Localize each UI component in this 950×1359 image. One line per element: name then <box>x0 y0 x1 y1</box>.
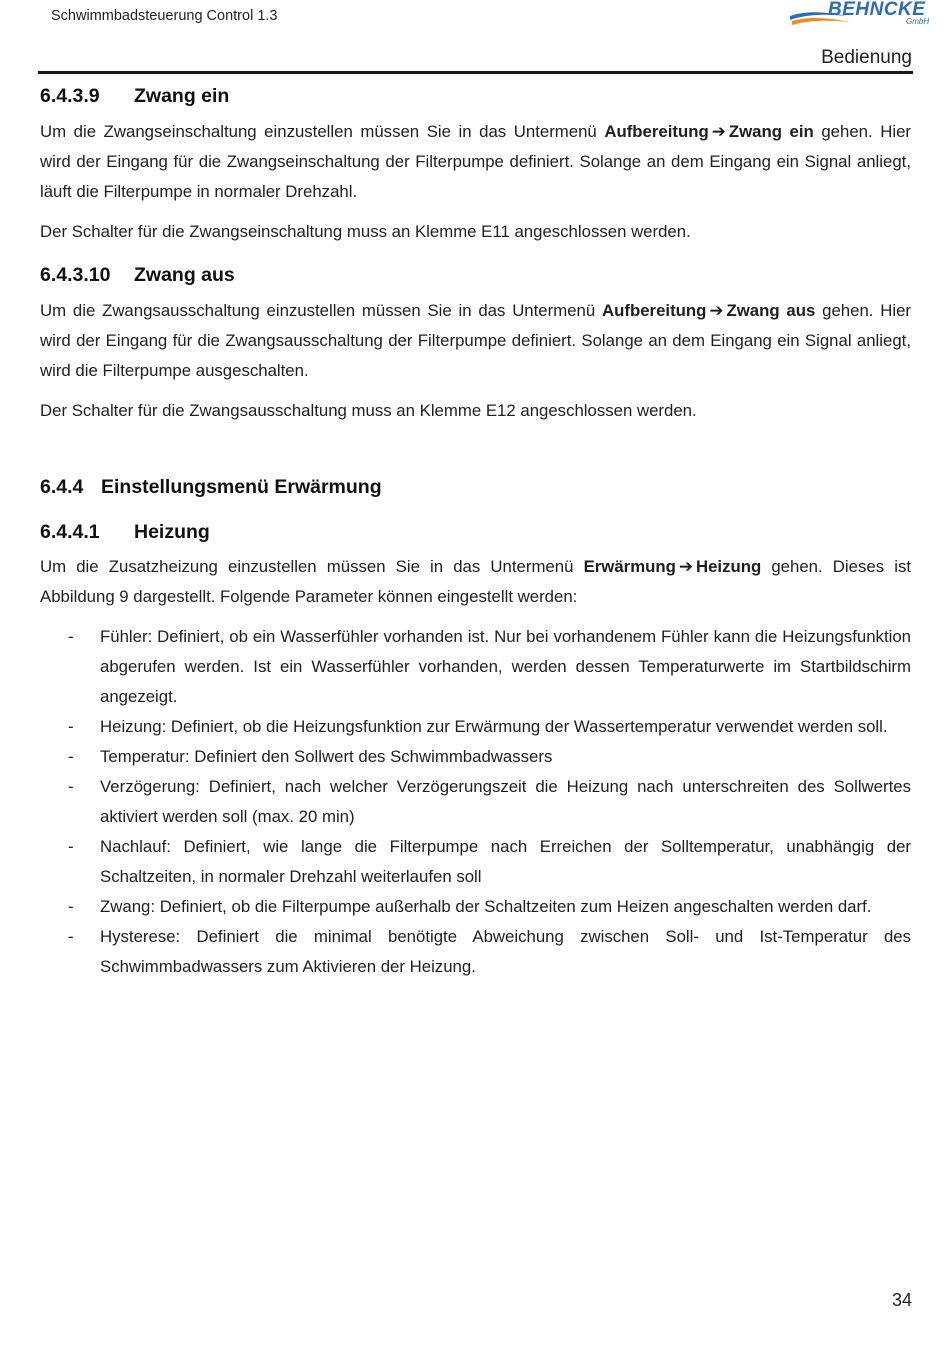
list-dash: - <box>68 747 74 766</box>
list-dash: - <box>68 627 74 646</box>
list-item <box>40 772 911 832</box>
list-item-text: Hysterese: Definiert die minimal benötigte Abweichung zwischen Soll- und Ist-Temperatur des Schwimmbadwassers zum Aktivieren der Heizung. <box>100 927 911 976</box>
document-title: Schwimmbadsteuerung Control 1.3 <box>51 8 278 24</box>
behncke-logo <box>788 0 938 30</box>
paragraph-zwang-aus-terminal: Der Schalter für die Zwangsausschaltung muss an Klemme E12 angeschlossen werden. <box>40 401 697 420</box>
heading-einstellungsmenue-erwaermung <box>40 473 911 501</box>
heading-number: 6.4.4.1 <box>40 521 100 543</box>
paragraph-zwang-ein-intro <box>40 117 911 207</box>
heading-heizung <box>40 518 911 546</box>
menu-path-zwang-ein: Zwang ein <box>728 122 814 141</box>
paragraph-heizung-intro <box>40 552 911 612</box>
logo-subtext: GmbH <box>906 17 930 26</box>
menu-path-aufbereitung: Aufbereitung <box>602 301 707 320</box>
list-dash: - <box>68 897 74 916</box>
text: Um die Zwangseinschaltung einzustellen müssen Sie in das Untermenü <box>40 122 605 141</box>
heading-number: 6.4.4 <box>40 476 84 498</box>
list-item-text: Zwang: Definiert, ob die Filterpumpe außerhalb der Schaltzeiten zum Heizen angeschalten werden darf. <box>100 897 872 916</box>
list-item <box>40 742 911 772</box>
menu-path-zwang-aus: Zwang aus <box>726 301 816 320</box>
list-dash: - <box>68 777 74 796</box>
heading-title: Zwang aus <box>134 264 235 286</box>
heading-title: Heizung <box>134 521 210 543</box>
section-label: Bedienung <box>821 47 912 68</box>
heading-zwang-ein <box>40 82 911 110</box>
list-item-text: Temperatur: Definiert den Sollwert des Schwimmbadwassers <box>100 747 553 766</box>
text: gehen. Hier wird der Eingang für die Zwangsausschaltung der Filterpumpe definiert. Solange an dem Eingang ein Signal anliegt, wird die Filterpumpe ausgeschalten. <box>40 301 911 380</box>
list-dash: - <box>68 837 74 856</box>
arrow-right-icon: ➔ <box>709 301 724 320</box>
menu-path-erwaermung: Erwärmung <box>583 557 676 576</box>
paragraph-zwang-aus-intro <box>40 296 911 386</box>
text: gehen. Dieses ist Abbildung 9 dargestellt. Folgende Parameter können eingestellt werden: <box>40 557 912 606</box>
list-item <box>40 712 911 742</box>
arrow-right-icon: ➔ <box>711 122 726 141</box>
list-item <box>40 622 911 712</box>
text: gehen. Hier wird der Eingang für die Zwangseinschaltung der Filterpumpe definiert. Solange an dem Eingang ein Signal anliegt, läuft die Filterpumpe in normaler Drehzahl. <box>40 122 912 201</box>
logo-wordmark: BEHNCKE <box>828 0 926 20</box>
list-item <box>40 832 911 892</box>
list-dash: - <box>68 927 74 946</box>
parameter-list <box>40 622 911 982</box>
heading-number: 6.4.3.9 <box>40 85 100 107</box>
heading-title: Zwang ein <box>134 85 230 107</box>
list-item-text: Heizung: Definiert, ob die Heizungsfunktion zur Erwärmung der Wassertemperatur verwendet werden soll. <box>100 717 888 736</box>
heading-number: 6.4.3.10 <box>40 264 111 286</box>
list-item-text: Fühler: Definiert, ob ein Wasserfühler vorhanden ist. Nur bei vorhandenem Fühler kann die Heizungsfunktion abgerufen werden. Ist ein Wasserfühler vorhanden, werden dessen Temperaturwerte im Startbildschirm angezeigt. <box>100 627 911 706</box>
text: Um die Zusatzheizung einzustellen müssen Sie in das Untermenü <box>40 557 584 576</box>
header-rule <box>38 71 913 74</box>
list-item-text: Verzögerung: Definiert, nach welcher Verzögerungszeit die Heizung nach unterschreiten des Sollwertes aktiviert werden soll (max. 20 min) <box>100 777 911 826</box>
list-item <box>40 922 911 982</box>
list-dash: - <box>68 717 74 736</box>
page-number: 34 <box>891 1290 912 1310</box>
menu-path-heizung: Heizung <box>695 557 762 576</box>
menu-path-aufbereitung: Aufbereitung <box>604 122 709 141</box>
list-item <box>40 892 911 922</box>
paragraph-zwang-ein-terminal: Der Schalter für die Zwangseinschaltung muss an Klemme E11 angeschlossen werden. <box>40 222 691 241</box>
page-content <box>40 80 911 982</box>
arrow-right-icon: ➔ <box>678 557 693 576</box>
list-item-text: Nachlauf: Definiert, wie lange die Filterpumpe nach Erreichen der Solltemperatur, unabhängig der Schaltzeiten, in normaler Drehzahl weiterlaufen soll <box>100 837 911 886</box>
heading-title: Einstellungsmenü Erwärmung <box>101 476 382 498</box>
heading-zwang-aus <box>40 261 911 289</box>
text: Um die Zwangsausschaltung einzustellen müssen Sie in das Untermenü <box>40 301 602 320</box>
